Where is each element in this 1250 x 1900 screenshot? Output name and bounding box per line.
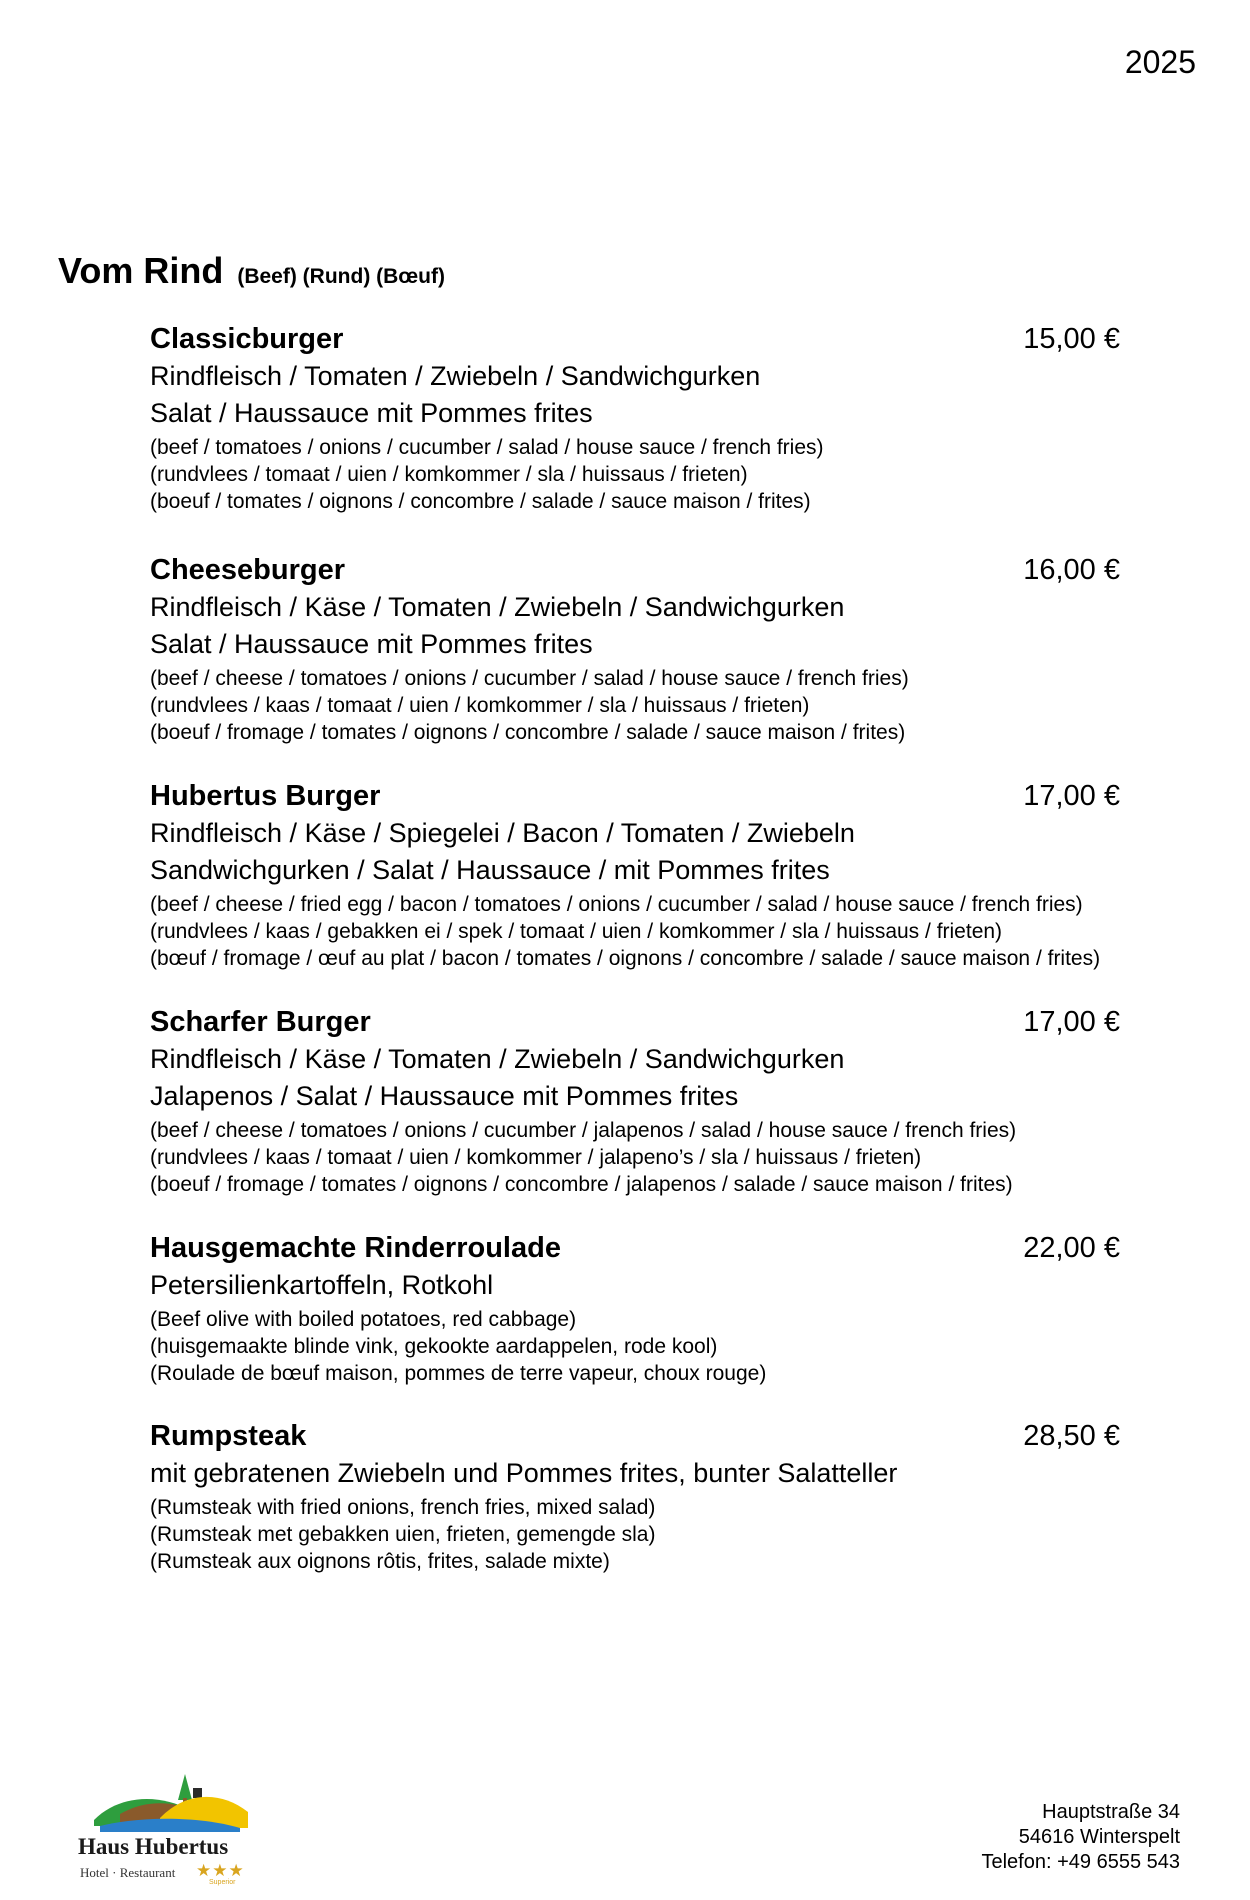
dish-name: Hubertus Burger xyxy=(150,780,381,812)
address-block xyxy=(981,1800,1180,1875)
dish-description: Salat / Haussauce mit Pommes frites xyxy=(150,398,593,428)
dish-translation-en: (Beef olive with boiled potatoes, red cabbage) xyxy=(150,1308,577,1331)
address-city: 54616 Winterspelt xyxy=(1018,1826,1180,1848)
logo-brand-name: Haus Hubertus xyxy=(78,1834,229,1859)
year-label: 2025 xyxy=(1124,44,1196,80)
address-street: Hauptstraße 34 xyxy=(1042,1801,1180,1823)
dish-price: 28,50 € xyxy=(1023,1420,1120,1452)
section-title-translations: (Beef) (Rund) (Bœuf) xyxy=(237,265,445,288)
dish-translation-fr: (boeuf / fromage / tomates / oignons / concombre / salade / sauce maison / frites) xyxy=(150,721,906,744)
dish-translation-en: (Rumsteak with fried onions, french fries, mixed salad) xyxy=(150,1496,656,1519)
menu-item-hubertus-burger xyxy=(150,777,1170,972)
dish-name: Cheeseburger xyxy=(150,554,346,586)
dish-translation-nl: (rundvlees / kaas / gebakken ei / spek / tomaat / uien / komkommer / sla / huissaus / frieten) xyxy=(150,920,1003,943)
dish-translation-en: (beef / tomatoes / onions / cucumber / salad / house sauce / french fries) xyxy=(150,436,824,459)
section-title xyxy=(58,250,445,292)
dish-translation-nl: (Rumsteak met gebakken uien, frieten, gemengde sla) xyxy=(150,1523,656,1546)
dish-translation-nl: (rundvlees / tomaat / uien / komkommer / sla / huissaus / frieten) xyxy=(150,463,748,486)
dish-description: Salat / Haussauce mit Pommes frites xyxy=(150,629,593,659)
menu-item-cheeseburger xyxy=(150,551,1170,746)
dish-translation-nl: (huisgemaakte blinde vink, gekookte aardappelen, rode kool) xyxy=(150,1335,718,1358)
dish-translation-nl: (rundvlees / kaas / tomaat / uien / komkommer / sla / huissaus / frieten) xyxy=(150,694,810,717)
dish-translation-en: (beef / cheese / fried egg / bacon / tomatoes / onions / cucumber / salad / house sauce / french fries) xyxy=(150,893,1083,916)
address-phone: Telefon: +49 6555 543 xyxy=(981,1851,1180,1873)
dish-translation-nl: (rundvlees / kaas / tomaat / uien / komkommer / jalapeno’s / sla / huissaus / frieten) xyxy=(150,1146,922,1169)
dish-translation-fr: (bœuf / fromage / œuf au plat / bacon / tomates / oignons / concombre / salade / sauce maison / frites) xyxy=(150,947,1101,970)
dish-price: 16,00 € xyxy=(1023,554,1120,586)
dish-description: Petersilienkartoffeln, Rotkohl xyxy=(150,1270,494,1300)
dish-translation-fr: (Roulade de bœuf maison, pommes de terre vapeur, choux rouge) xyxy=(150,1362,767,1385)
dish-description: Rindfleisch / Käse / Tomaten / Zwiebeln / Sandwichgurken xyxy=(150,1044,845,1074)
dish-price: 22,00 € xyxy=(1023,1232,1120,1264)
menu-item-classicburger xyxy=(150,320,1170,515)
menu-item-scharfer-burger xyxy=(150,1003,1170,1198)
dish-description: Jalapenos / Salat / Haussauce mit Pommes frites xyxy=(150,1081,739,1111)
dish-description: Rindfleisch / Käse / Tomaten / Zwiebeln / Sandwichgurken xyxy=(150,592,845,622)
dish-translation-fr: (Rumsteak aux oignons rôtis, frites, salade mixte) xyxy=(150,1550,610,1573)
dish-description: mit gebratenen Zwiebeln und Pommes frites, bunter Salatteller xyxy=(150,1458,898,1488)
menu-item-rinderroulade xyxy=(150,1229,1170,1387)
logo-tagline: Hotel · Restaurant xyxy=(80,1865,176,1880)
dish-translation-fr: (boeuf / fromage / tomates / oignons / concombre / jalapenos / salade / sauce maison / frites) xyxy=(150,1173,1013,1196)
logo-superior-label: Superior xyxy=(209,1879,236,1886)
dish-name: Hausgemachte Rinderroulade xyxy=(150,1232,561,1264)
dish-translation-fr: (boeuf / tomates / oignons / concombre / salade / sauce maison / frites) xyxy=(150,490,811,513)
dish-name: Scharfer Burger xyxy=(150,1006,371,1038)
hotel-logo xyxy=(72,1770,272,1890)
landscape-logo-icon xyxy=(90,1770,250,1834)
dish-description: Rindfleisch / Käse / Spiegelei / Bacon / Tomaten / Zwiebeln xyxy=(150,818,855,848)
section-title-main: Vom Rind xyxy=(58,250,224,291)
dish-translation-en: (beef / cheese / tomatoes / onions / cucumber / jalapenos / salad / house sauce / french fries) xyxy=(150,1119,1017,1142)
dish-translation-en: (beef / cheese / tomatoes / onions / cucumber / salad / house sauce / french fries) xyxy=(150,667,909,690)
dish-price: 17,00 € xyxy=(1023,780,1120,812)
dish-description: Sandwichgurken / Salat / Haussauce / mit Pommes frites xyxy=(150,855,830,885)
dish-description: Rindfleisch / Tomaten / Zwiebeln / Sandwichgurken xyxy=(150,361,761,391)
menu-item-rumpsteak xyxy=(150,1417,1170,1575)
dish-price: 17,00 € xyxy=(1023,1006,1120,1038)
dish-name: Classicburger xyxy=(150,323,344,355)
dish-price: 15,00 € xyxy=(1023,323,1120,355)
rating-stars-icon: ★★★ xyxy=(196,1861,245,1880)
dish-name: Rumpsteak xyxy=(150,1420,307,1452)
